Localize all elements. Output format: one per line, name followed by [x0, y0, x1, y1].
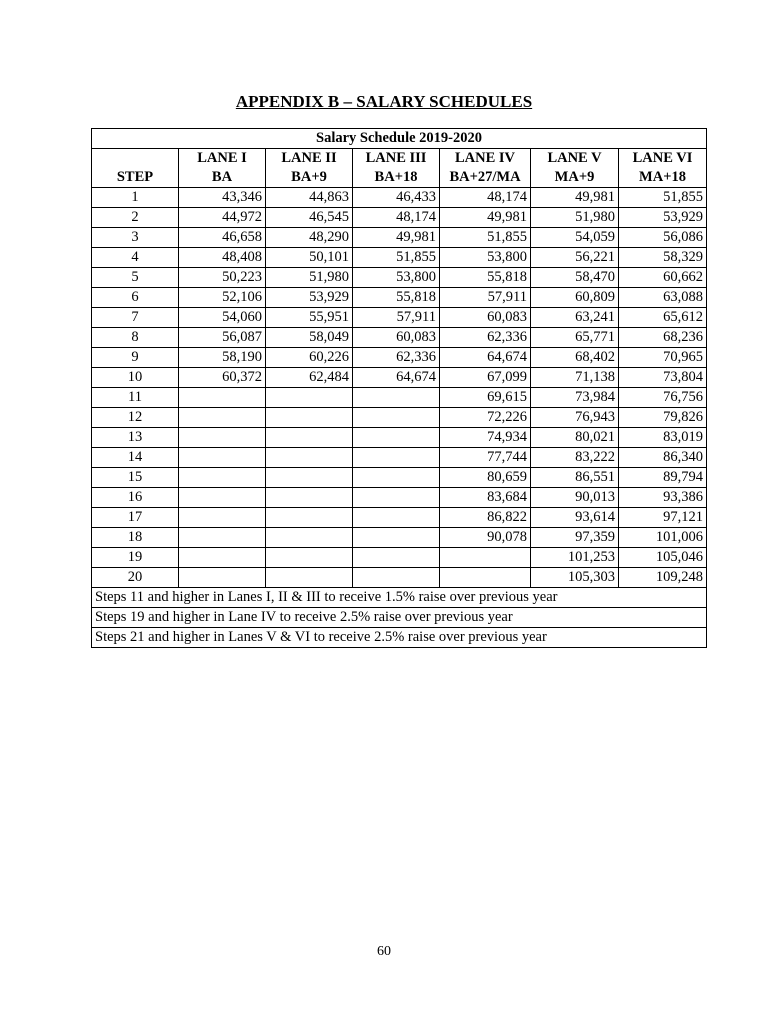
salary-cell: 76,943	[531, 408, 619, 428]
step-cell: 13	[92, 428, 179, 448]
salary-cell	[353, 548, 440, 568]
salary-cell: 109,248	[619, 568, 707, 588]
step-cell: 6	[92, 288, 179, 308]
salary-cell: 46,658	[179, 228, 266, 248]
salary-cell: 70,965	[619, 348, 707, 368]
salary-cell: 76,756	[619, 388, 707, 408]
salary-cell: 105,303	[531, 568, 619, 588]
salary-cell	[440, 548, 531, 568]
step-cell: 4	[92, 248, 179, 268]
step-cell: 7	[92, 308, 179, 328]
salary-cell: 83,019	[619, 428, 707, 448]
salary-cell: 73,804	[619, 368, 707, 388]
salary-cell: 51,855	[353, 248, 440, 268]
table-caption-row	[92, 129, 707, 149]
salary-cell	[266, 548, 353, 568]
salary-cell	[266, 508, 353, 528]
table-row	[92, 268, 707, 288]
salary-cell	[179, 468, 266, 488]
salary-cell: 48,290	[266, 228, 353, 248]
table-header-row	[92, 149, 707, 188]
salary-cell: 83,222	[531, 448, 619, 468]
note-text: Steps 21 and higher in Lanes V & VI to receive 2.5% raise over previous year	[92, 628, 707, 648]
table-notes	[92, 588, 707, 648]
step-cell: 16	[92, 488, 179, 508]
step-cell: 14	[92, 448, 179, 468]
salary-cell	[440, 568, 531, 588]
step-cell: 17	[92, 508, 179, 528]
table-row	[92, 368, 707, 388]
salary-cell	[266, 568, 353, 588]
salary-cell	[266, 488, 353, 508]
salary-cell	[179, 508, 266, 528]
table-row	[92, 328, 707, 348]
salary-cell: 64,674	[353, 368, 440, 388]
salary-cell	[353, 408, 440, 428]
salary-cell: 68,402	[531, 348, 619, 368]
salary-cell: 58,049	[266, 328, 353, 348]
salary-cell: 56,087	[179, 328, 266, 348]
table-row	[92, 488, 707, 508]
step-cell: 3	[92, 228, 179, 248]
salary-cell: 62,484	[266, 368, 353, 388]
lane-header: LANE III BA+18	[353, 149, 440, 188]
table-caption: Salary Schedule 2019-2020	[92, 129, 707, 149]
salary-cell: 54,060	[179, 308, 266, 328]
note-row	[92, 588, 707, 608]
salary-cell: 58,190	[179, 348, 266, 368]
lane-header: LANE II BA+9	[266, 149, 353, 188]
salary-cell: 56,221	[531, 248, 619, 268]
salary-cell: 64,674	[440, 348, 531, 368]
step-cell: 10	[92, 368, 179, 388]
table-row	[92, 448, 707, 468]
salary-cell: 86,340	[619, 448, 707, 468]
lane-header: LANE V MA+9	[531, 149, 619, 188]
table-body	[92, 188, 707, 588]
salary-cell: 56,086	[619, 228, 707, 248]
salary-cell: 65,771	[531, 328, 619, 348]
salary-cell	[266, 468, 353, 488]
table-row	[92, 548, 707, 568]
salary-cell: 57,911	[353, 308, 440, 328]
salary-cell: 93,614	[531, 508, 619, 528]
salary-cell	[353, 468, 440, 488]
salary-cell: 68,236	[619, 328, 707, 348]
salary-cell: 86,822	[440, 508, 531, 528]
table-row	[92, 408, 707, 428]
step-cell: 8	[92, 328, 179, 348]
salary-cell: 90,013	[531, 488, 619, 508]
note-text: Steps 19 and higher in Lane IV to receive 2.5% raise over previous year	[92, 608, 707, 628]
salary-cell: 52,106	[179, 288, 266, 308]
table-row	[92, 508, 707, 528]
salary-cell: 67,099	[440, 368, 531, 388]
salary-cell: 90,078	[440, 528, 531, 548]
salary-cell: 50,223	[179, 268, 266, 288]
salary-cell	[353, 388, 440, 408]
salary-cell	[179, 528, 266, 548]
table-row	[92, 468, 707, 488]
salary-cell	[179, 408, 266, 428]
page-number: 60	[377, 944, 391, 959]
salary-cell	[266, 528, 353, 548]
salary-cell: 80,659	[440, 468, 531, 488]
step-cell: 15	[92, 468, 179, 488]
lane-header: LANE VI MA+18	[619, 149, 707, 188]
salary-cell: 63,241	[531, 308, 619, 328]
page-title: APPENDIX B – SALARY SCHEDULES	[235, 92, 533, 111]
salary-cell	[353, 568, 440, 588]
salary-cell: 55,951	[266, 308, 353, 328]
salary-cell: 97,121	[619, 508, 707, 528]
salary-cell: 44,863	[266, 188, 353, 208]
salary-cell: 79,826	[619, 408, 707, 428]
salary-cell: 73,984	[531, 388, 619, 408]
salary-cell: 51,855	[619, 188, 707, 208]
salary-cell	[179, 568, 266, 588]
salary-cell: 71,138	[531, 368, 619, 388]
salary-cell: 62,336	[440, 328, 531, 348]
note-text: Steps 11 and higher in Lanes I, II & III to receive 1.5% raise over previous year	[92, 588, 707, 608]
salary-cell: 48,174	[353, 208, 440, 228]
salary-cell: 60,083	[353, 328, 440, 348]
salary-cell: 60,372	[179, 368, 266, 388]
salary-cell: 69,615	[440, 388, 531, 408]
note-row	[92, 628, 707, 648]
salary-cell: 51,980	[531, 208, 619, 228]
step-header: STEP	[92, 149, 179, 188]
step-cell: 11	[92, 388, 179, 408]
salary-cell: 97,359	[531, 528, 619, 548]
salary-cell: 53,800	[353, 268, 440, 288]
salary-cell	[353, 488, 440, 508]
salary-cell: 86,551	[531, 468, 619, 488]
lane-header: LANE I BA	[179, 149, 266, 188]
salary-cell	[266, 428, 353, 448]
lane-header: LANE IV BA+27/MA	[440, 149, 531, 188]
step-cell: 19	[92, 548, 179, 568]
salary-cell	[179, 448, 266, 468]
note-row	[92, 608, 707, 628]
salary-cell	[353, 448, 440, 468]
salary-cell	[353, 428, 440, 448]
salary-cell: 60,809	[531, 288, 619, 308]
salary-cell: 80,021	[531, 428, 619, 448]
salary-cell: 105,046	[619, 548, 707, 568]
salary-cell	[266, 448, 353, 468]
table-row	[92, 308, 707, 328]
salary-cell: 49,981	[440, 208, 531, 228]
salary-cell: 44,972	[179, 208, 266, 228]
salary-cell: 58,329	[619, 248, 707, 268]
step-cell: 9	[92, 348, 179, 368]
salary-cell	[353, 508, 440, 528]
salary-cell: 51,980	[266, 268, 353, 288]
salary-cell: 101,253	[531, 548, 619, 568]
salary-cell: 55,818	[353, 288, 440, 308]
table-row	[92, 428, 707, 448]
salary-cell: 72,226	[440, 408, 531, 428]
salary-cell: 50,101	[266, 248, 353, 268]
salary-cell: 77,744	[440, 448, 531, 468]
salary-cell	[179, 388, 266, 408]
step-cell: 20	[92, 568, 179, 588]
salary-cell: 43,346	[179, 188, 266, 208]
salary-cell: 55,818	[440, 268, 531, 288]
salary-cell: 46,433	[353, 188, 440, 208]
salary-cell: 65,612	[619, 308, 707, 328]
table-row	[92, 228, 707, 248]
table-row	[92, 248, 707, 268]
salary-cell: 62,336	[353, 348, 440, 368]
salary-cell: 53,929	[619, 208, 707, 228]
salary-cell: 58,470	[531, 268, 619, 288]
table-row	[92, 188, 707, 208]
step-cell: 2	[92, 208, 179, 228]
table-row	[92, 568, 707, 588]
salary-cell: 49,981	[531, 188, 619, 208]
table-row	[92, 208, 707, 228]
salary-cell: 48,174	[440, 188, 531, 208]
salary-cell	[179, 428, 266, 448]
salary-cell: 53,929	[266, 288, 353, 308]
salary-cell	[266, 388, 353, 408]
salary-cell: 93,386	[619, 488, 707, 508]
salary-cell	[353, 528, 440, 548]
step-cell: 5	[92, 268, 179, 288]
step-cell: 1	[92, 188, 179, 208]
salary-cell: 51,855	[440, 228, 531, 248]
salary-cell: 101,006	[619, 528, 707, 548]
table-row	[92, 288, 707, 308]
salary-cell: 53,800	[440, 248, 531, 268]
salary-cell: 49,981	[353, 228, 440, 248]
step-cell: 12	[92, 408, 179, 428]
salary-cell: 60,662	[619, 268, 707, 288]
table-row	[92, 528, 707, 548]
salary-cell: 57,911	[440, 288, 531, 308]
table-row	[92, 388, 707, 408]
salary-cell	[179, 548, 266, 568]
salary-cell: 60,226	[266, 348, 353, 368]
salary-cell: 54,059	[531, 228, 619, 248]
salary-cell	[266, 408, 353, 428]
salary-cell: 83,684	[440, 488, 531, 508]
salary-cell: 60,083	[440, 308, 531, 328]
salary-cell: 89,794	[619, 468, 707, 488]
salary-cell: 46,545	[266, 208, 353, 228]
salary-cell: 63,088	[619, 288, 707, 308]
salary-schedule-table	[91, 128, 707, 648]
table-row	[92, 348, 707, 368]
salary-cell: 48,408	[179, 248, 266, 268]
salary-cell: 74,934	[440, 428, 531, 448]
step-cell: 18	[92, 528, 179, 548]
salary-cell	[179, 488, 266, 508]
